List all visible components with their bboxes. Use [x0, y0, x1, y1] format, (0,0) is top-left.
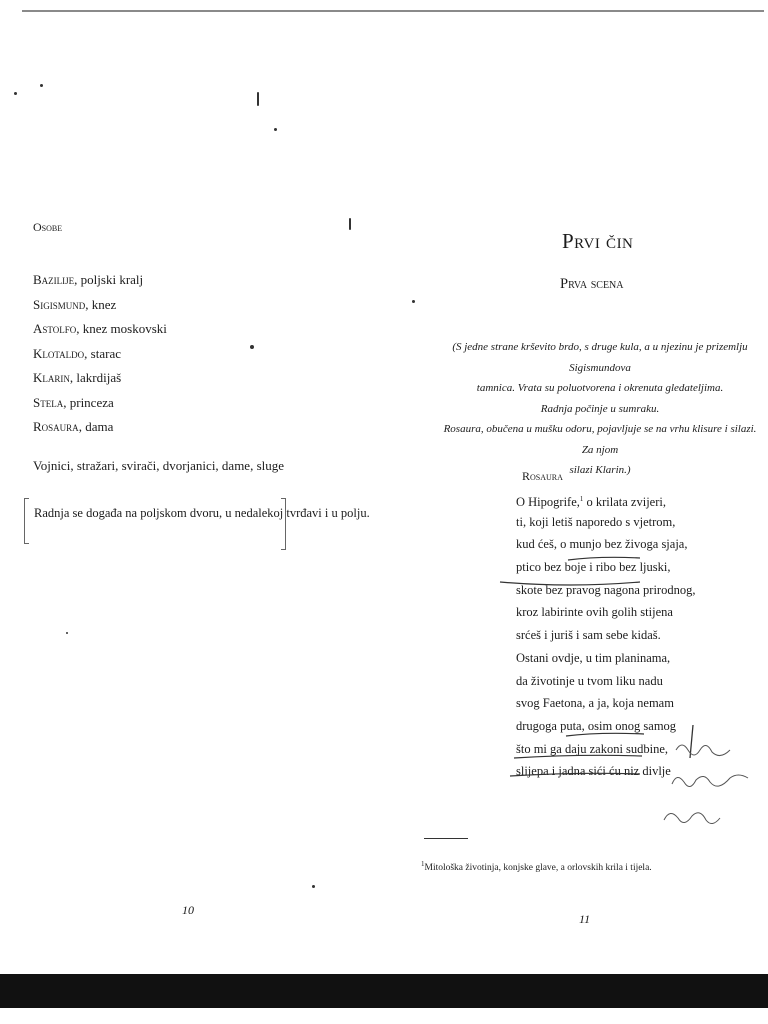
footnote-rule — [424, 838, 468, 839]
stage-direction-line: tamnica. Vrata su poluotvorena i okrenuta gledateljima. — [476, 382, 724, 394]
scan-speck — [257, 92, 259, 106]
list-item — [33, 317, 167, 342]
character-name: Sigismund — [33, 296, 86, 312]
scan-speck — [412, 300, 415, 303]
scan-speck — [274, 128, 277, 131]
scene-title: Prva scena — [560, 276, 624, 292]
verse-line: slijepa i jadna sići ću niz divlje — [516, 764, 671, 779]
verse-line: ptico bez boje i ribo bez ljuski, — [516, 560, 671, 575]
handwritten-scribble — [664, 813, 720, 824]
character-name: Astolfo — [33, 321, 77, 336]
verse-line: ti, koji letiš naporedo s vjetrom, — [516, 514, 676, 529]
character-description: , lakrdijaš — [69, 370, 122, 385]
stage-direction-line: Radnja počinje u sumraku. — [540, 402, 660, 415]
stage-direction — [440, 337, 760, 481]
verse-line: Ostani ovdje, u tim planinama, — [516, 650, 671, 665]
character-description: , princeza — [63, 394, 114, 410]
character-list — [33, 268, 167, 440]
character-description: , dama — [78, 419, 114, 434]
scan-top-rule — [22, 10, 764, 12]
stage-direction-line: (S jedne strane krševito brdo, s druge kula, a u njezinu je prizemlju Sigismundova — [452, 341, 748, 374]
verse-line: svog Faetona, a ja, koja nemam — [516, 696, 674, 711]
list-item — [33, 366, 167, 391]
scan-bottom-bar — [0, 974, 768, 1008]
character-description: , knez — [85, 296, 117, 312]
character-description: , knez moskovski — [76, 321, 167, 336]
list-item — [33, 268, 167, 293]
extras-line: Vojnici, stražari, svirači, dvorjanici, dame, sluge — [33, 458, 285, 473]
footnote-text: Mitološka životinja, konjske glave, a orlovskih krila i tijela. — [424, 863, 652, 874]
list-item — [33, 342, 167, 367]
verse-text: o krilata zvijeri, — [583, 495, 666, 510]
character-description: , poljski kralj — [74, 272, 144, 287]
verse-text: O Hipogrife, — [516, 495, 580, 510]
verse-line: skote bez pravog nagona prirodnog, — [516, 582, 696, 597]
scan-speck — [349, 218, 351, 230]
verse-block — [516, 488, 695, 783]
character-name: Klarin — [33, 370, 70, 385]
verse-line: da životinje u tvom liku nadu — [516, 673, 663, 688]
character-name: Bazilije — [33, 272, 75, 287]
page-number-right: 11 — [579, 912, 591, 926]
scan-speck — [66, 632, 68, 634]
persons-heading: Osobe — [33, 220, 63, 234]
character-name: Stela — [33, 394, 64, 410]
character-name: Rosaura — [33, 419, 79, 434]
character-description: , starac — [84, 345, 121, 361]
scan-speck — [312, 885, 315, 888]
footnote-marker: 1 — [421, 860, 425, 868]
setting-bracket — [24, 498, 29, 544]
setting-bracket — [281, 498, 286, 550]
verse-line: drugoga puta, osim onog samog — [516, 718, 677, 733]
scan-speck — [14, 92, 17, 95]
page-number-left: 10 — [182, 903, 194, 917]
scan-speck — [250, 345, 254, 349]
footnote-reference: 1 — [579, 495, 584, 503]
stage-direction-line: Rosaura, obučena u mušku odoru, pojavljuje se na vrhu klisure i silazi. Za njom — [443, 423, 757, 456]
verse-line — [516, 488, 695, 511]
stage-direction-line: silazi Klarin.) — [569, 464, 631, 476]
character-name: Klotaldo — [33, 345, 85, 361]
verse-line: kud ćeš, o munjo bez živoga sjaja, — [516, 537, 688, 552]
verse-line: što mi ga daju zakoni sudbine, — [516, 741, 669, 756]
list-item — [33, 391, 167, 416]
speaker-name: Rosaura — [522, 469, 563, 483]
list-item — [33, 415, 167, 440]
footnote — [421, 860, 652, 873]
scan-speck — [40, 84, 43, 87]
setting-line: Radnja se događa na poljskom dvoru, u nedalekoj tvrđavi i u polju. — [34, 506, 370, 520]
verse-line: kroz labirinte ovih golih stijena — [516, 605, 673, 620]
verse-line: srćeš i juriš i sam sebe kidaš. — [516, 628, 661, 643]
act-title: Prvi čin — [562, 229, 634, 253]
list-item — [33, 293, 167, 318]
